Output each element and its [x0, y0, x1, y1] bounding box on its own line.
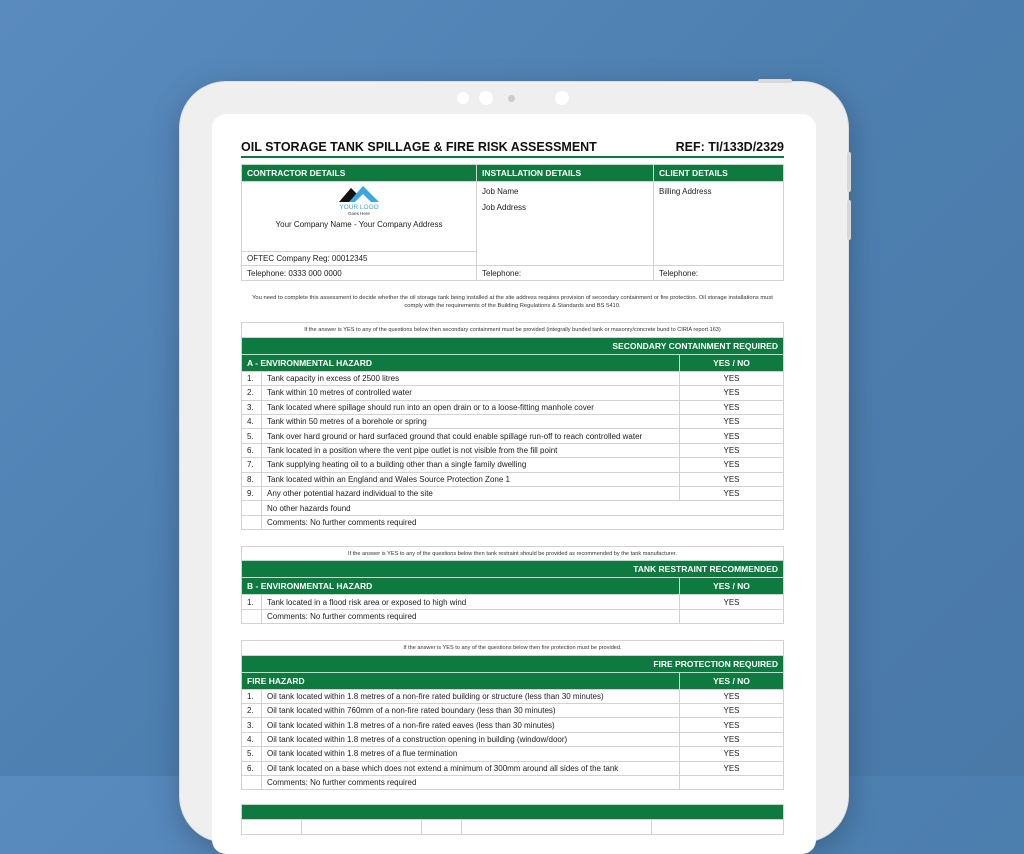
- answer-select[interactable]: YES: [680, 458, 784, 472]
- table-row: [242, 414, 784, 428]
- empty-cell: [242, 501, 262, 515]
- empty-cell: [462, 820, 652, 834]
- client-telephone-field[interactable]: Telephone:: [654, 266, 784, 280]
- client-header: CLIENT DETAILS: [654, 165, 784, 182]
- other-hazards-field[interactable]: No other hazards found: [262, 501, 784, 515]
- next-section-table: [241, 804, 784, 834]
- section-b-note: If the answer is YES to any of the questions below then tank restraint should be provided as recommended by the tank manufacturer.: [242, 547, 784, 561]
- question: Tank capacity in excess of 2500 litres: [262, 371, 680, 385]
- answer-select[interactable]: YES: [680, 429, 784, 443]
- tablet-screen: [212, 114, 816, 854]
- section-b-banner: TANK RESTRAINT RECOMMENDED: [242, 561, 784, 578]
- sensor-icon: [479, 91, 493, 105]
- empty-cell: [242, 820, 302, 834]
- answer-select[interactable]: YES: [680, 732, 784, 746]
- job-name-field[interactable]: Job Name: [482, 187, 519, 196]
- empty-cell: [242, 515, 262, 529]
- installation-cell: [477, 182, 654, 266]
- table-row: [242, 732, 784, 746]
- empty-cell: [242, 609, 262, 623]
- table-row: [242, 458, 784, 472]
- answer-select[interactable]: YES: [680, 486, 784, 500]
- row-number: 5.: [242, 747, 262, 761]
- contractor-telephone: Telephone: 0333 000 0000: [242, 266, 477, 280]
- logo-text: YOUR LOGO: [339, 204, 379, 211]
- fire-hazard-table: [241, 640, 784, 790]
- tablet-device: [180, 82, 848, 842]
- row-number: 2.: [242, 704, 262, 718]
- section-a-note: If the answer is YES to any of the questions below then secondary containment must be provided (integrally bunded tank or masonry/concrete bund to CIRIA report 163): [242, 323, 784, 337]
- assessment-document: [241, 140, 784, 835]
- document-ref: REF: TI/133D/2329: [675, 140, 784, 154]
- installation-telephone-field[interactable]: Telephone:: [477, 266, 654, 280]
- row-number: 1.: [242, 689, 262, 703]
- question: Tank located in a flood risk area or exposed to high wind: [262, 595, 680, 609]
- fire-header: FIRE HAZARD: [242, 672, 680, 689]
- fire-yn-header: YES / NO: [680, 672, 784, 689]
- intro-text: You need to complete this assessment to decide whether the oil storage tank being installed at the site address requires provision of secondary containment or fire protection. Oil storage installations must comply with the requirements of the Building Regulations & Standards and BS 5410.: [252, 294, 773, 309]
- table-row: [242, 595, 784, 609]
- billing-address-field[interactable]: Billing Address: [659, 187, 712, 196]
- volume-up-button: [847, 152, 851, 192]
- answer-select[interactable]: YES: [680, 386, 784, 400]
- camera-icon: [508, 95, 515, 102]
- client-cell: [654, 182, 784, 266]
- empty-cell: [422, 820, 462, 834]
- comments-field[interactable]: Comments: No further comments required: [262, 515, 784, 529]
- question: Oil tank located within 1.8 metres of a construction opening in building (window/door): [262, 732, 680, 746]
- answer-select[interactable]: YES: [680, 718, 784, 732]
- section-a-header: A - ENVIRONMENTAL HAZARD: [242, 354, 680, 371]
- answer-select[interactable]: YES: [680, 689, 784, 703]
- next-section-banner: [242, 805, 784, 820]
- question: Oil tank located within 1.8 metres of a non-fire rated building or structure (less than 30 minutes): [262, 689, 680, 703]
- fire-note: If the answer is YES to any of the questions below then fire protection must be provided.: [242, 641, 784, 655]
- row-number: 3.: [242, 400, 262, 414]
- question: Tank located where spillage should run into an open drain or to a loose-fitting manhole cover: [262, 400, 680, 414]
- installation-header: INSTALLATION DETAILS: [477, 165, 654, 182]
- question: Oil tank located within 760mm of a non-fire rated boundary (less than 30 minutes): [262, 704, 680, 718]
- table-row: [242, 704, 784, 718]
- table-row: [242, 386, 784, 400]
- row-number: 3.: [242, 718, 262, 732]
- table-row: [242, 747, 784, 761]
- question: Tank located in a position where the vent pipe outlet is not visible from the fill point: [262, 443, 680, 457]
- row-number: 6.: [242, 443, 262, 457]
- answer-select[interactable]: YES: [680, 414, 784, 428]
- oftec-reg: OFTEC Company Reg: 00012345: [242, 252, 477, 266]
- section-b-header: B - ENVIRONMENTAL HAZARD: [242, 578, 680, 595]
- row-number: 4.: [242, 414, 262, 428]
- row-number: 7.: [242, 458, 262, 472]
- question: Tank within 50 metres of a borehole or spring: [262, 414, 680, 428]
- section-a-banner: SECONDARY CONTAINMENT REQUIRED: [242, 337, 784, 354]
- answer-select[interactable]: YES: [680, 371, 784, 385]
- section-b-table: [241, 546, 784, 624]
- question: Tank over hard ground or hard surfaced ground that could enable spillage run-off to reach controlled water: [262, 429, 680, 443]
- table-row: [242, 429, 784, 443]
- sensor-icon: [555, 91, 569, 105]
- answer-select[interactable]: YES: [680, 761, 784, 775]
- table-row: [242, 486, 784, 500]
- question: Oil tank located within 1.8 metres of a flue termination: [262, 747, 680, 761]
- row-number: 9.: [242, 486, 262, 500]
- table-row: [242, 718, 784, 732]
- company-line: Your Company Name - Your Company Address: [275, 220, 443, 229]
- document-title: OIL STORAGE TANK SPILLAGE & FIRE RISK ASSESSMENT: [241, 140, 597, 154]
- empty-cell: [302, 820, 422, 834]
- table-row: [242, 443, 784, 457]
- question: Any other potential hazard individual to the site: [262, 486, 680, 500]
- question: Oil tank located within 1.8 metres of a non-fire rated eaves (less than 30 minutes): [262, 718, 680, 732]
- contractor-logo-cell: [242, 182, 477, 252]
- answer-select[interactable]: YES: [680, 443, 784, 457]
- mountain-logo-icon: [337, 184, 381, 202]
- section-b-yn-header: YES / NO: [680, 578, 784, 595]
- contractor-header: CONTRACTOR DETAILS: [242, 165, 477, 182]
- empty-cell: [242, 776, 262, 790]
- row-number: 1.: [242, 595, 262, 609]
- answer-select[interactable]: YES: [680, 400, 784, 414]
- row-number: 2.: [242, 386, 262, 400]
- document-header: [241, 140, 784, 158]
- fire-banner: FIRE PROTECTION REQUIRED: [242, 655, 784, 672]
- empty-cell: [680, 776, 784, 790]
- question: Tank within 10 metres of controlled water: [262, 386, 680, 400]
- sensor-icon: [457, 92, 469, 104]
- table-row: [242, 689, 784, 703]
- answer-select[interactable]: YES: [680, 595, 784, 609]
- job-address-field[interactable]: Job Address: [482, 203, 527, 212]
- row-number: 4.: [242, 732, 262, 746]
- question: Oil tank located on a base which does not extend a minimum of 300mm around all sides of the tank: [262, 761, 680, 775]
- row-number: 5.: [242, 429, 262, 443]
- row-number: 6.: [242, 761, 262, 775]
- table-row: [242, 400, 784, 414]
- logo-subtext: Goes Here: [348, 211, 370, 216]
- section-a-yn-header: YES / NO: [680, 354, 784, 371]
- empty-cell: [652, 820, 784, 834]
- answer-select[interactable]: YES: [680, 704, 784, 718]
- comments-field[interactable]: Comments: No further comments required: [262, 776, 680, 790]
- row-number: 1.: [242, 371, 262, 385]
- table-row: [242, 371, 784, 385]
- table-row: [242, 761, 784, 775]
- power-button: [758, 79, 792, 83]
- volume-down-button: [847, 200, 851, 240]
- section-a-table: [241, 322, 784, 530]
- question: Tank supplying heating oil to a building other than a single family dwelling: [262, 458, 680, 472]
- answer-select[interactable]: YES: [680, 747, 784, 761]
- details-table: [241, 164, 784, 281]
- question: Tank located within an England and Wales Source Protection Zone 1: [262, 472, 680, 486]
- answer-select[interactable]: YES: [680, 472, 784, 486]
- comments-field[interactable]: Comments: No further comments required: [262, 609, 680, 623]
- table-row: [242, 472, 784, 486]
- empty-cell: [680, 609, 784, 623]
- row-number: 8.: [242, 472, 262, 486]
